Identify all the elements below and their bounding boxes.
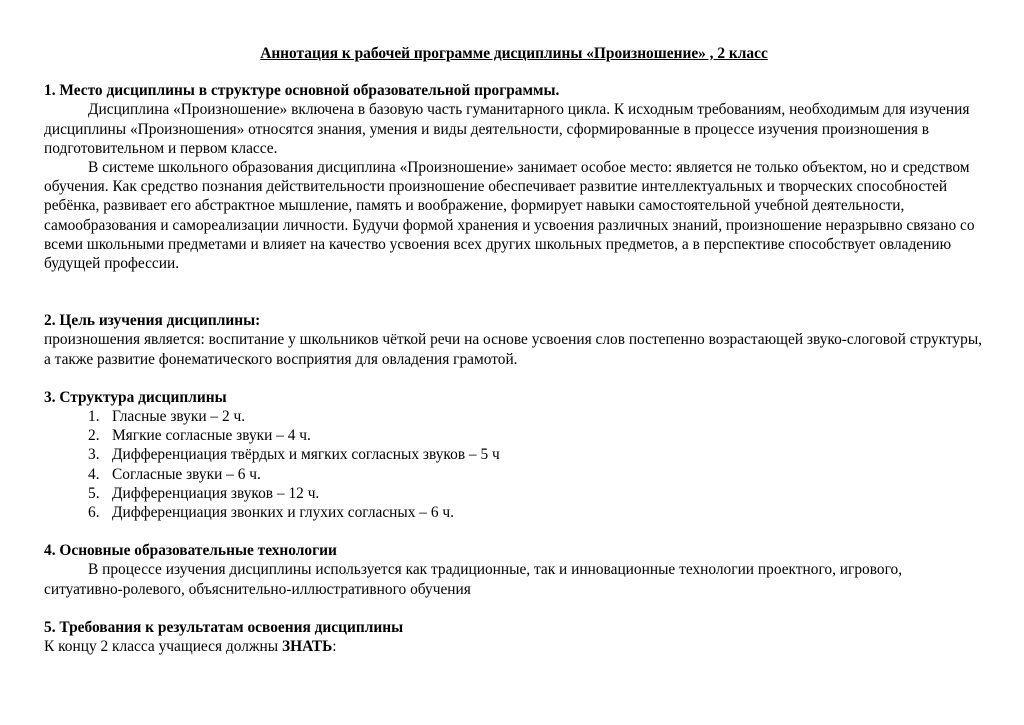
list-item-text: Гласные звуки – 2 ч. <box>112 408 246 426</box>
list-item <box>88 484 984 503</box>
spacer <box>44 273 984 311</box>
list-item <box>88 465 984 484</box>
section-2-heading: 2. Цель изучения дисциплины: <box>44 312 261 330</box>
document-page <box>44 44 984 656</box>
section-4-paragraph: В процессе изучения дисциплины используется как традиционные, так и инновационные технологии проектного, игрового, ситуативно-ролевого, объяснительно-иллюстративного обучения <box>44 561 903 598</box>
list-item-text: Мягкие согласные звуки – 4 ч. <box>112 427 311 445</box>
list-item-text: Дифференциация звонких и глухих согласных – 6 ч. <box>112 504 454 522</box>
list-item-number: 2. <box>88 427 100 445</box>
list-item-text: Дифференциация твёрдых и мягких согласных звуков – 5 ч <box>112 446 500 464</box>
section-4-heading: 4. Основные образовательные технологии <box>44 542 337 560</box>
list-item-number: 5. <box>88 484 100 502</box>
section-2-paragraph: произношения является: воспитание у школьников чёткой речи на основе усвоения слов постепенно возрастающей звуко-слоговой структуры, а также развитие фонематического восприятия для овладения грамотой. <box>44 331 983 368</box>
list-item-number: 3. <box>88 446 100 464</box>
section-3-heading: 3. Структура дисциплины <box>44 388 227 406</box>
list-item-text: Согласные звуки – 6 ч. <box>112 465 261 483</box>
section-1-heading: 1. Место дисциплины в структуре основной образовательной программы. <box>44 82 560 100</box>
section-5-text: К концу 2 класса учащиеся должны <box>44 638 282 656</box>
section-5-suffix: : <box>332 638 337 656</box>
section-1-paragraph-2: В системе школьного образования дисциплина «Произношение» занимает особое место: является не только объектом, но и средством обучения. Как средство познания действительности произношение обеспечивает развитие интеллектуальных и творческих способностей ребёнка, развивает его абстрактное мышление, память и воображение, формирует навыки самостоятельной учебной деятельности, самообразования и самореализации личности. Будучи формой хранения и усвоения различных знаний, произношение неразрывно связано со всеми школьными предметами и влияет на качество усвоения всех других школьных предметов, а в перспективе способствует овладению будущей профессии. <box>44 159 975 273</box>
spacer <box>44 369 984 388</box>
section-5-paragraph <box>44 637 984 656</box>
list-item-number: 1. <box>88 408 100 426</box>
list-item <box>88 407 984 426</box>
list-item-number: 6. <box>88 504 100 522</box>
section-5-emphasis: ЗНАТЬ <box>281 638 333 656</box>
spacer <box>44 599 984 618</box>
list-item <box>88 503 984 522</box>
structure-list <box>44 407 984 522</box>
list-item-number: 4. <box>88 465 100 483</box>
list-item <box>88 426 984 445</box>
list-item-text: Дифференциация звуков – 12 ч. <box>112 484 320 502</box>
document-title: Аннотация к рабочей программе дисциплины «Произношение» , 2 класс <box>260 45 768 62</box>
spacer <box>44 522 984 541</box>
section-1-paragraph-1: Дисциплина «Произношение» включена в базовую часть гуманитарного цикла. К исходным требованиям, необходимым для изучения дисциплины «Произношения» относятся знания, умения и виды деятельности, сформированные в процессе изучения произношения в подготовительном и первом классе. <box>44 101 970 157</box>
list-item <box>88 445 984 464</box>
section-5-heading: 5. Требования к результатам освоения дисциплины <box>44 618 404 636</box>
